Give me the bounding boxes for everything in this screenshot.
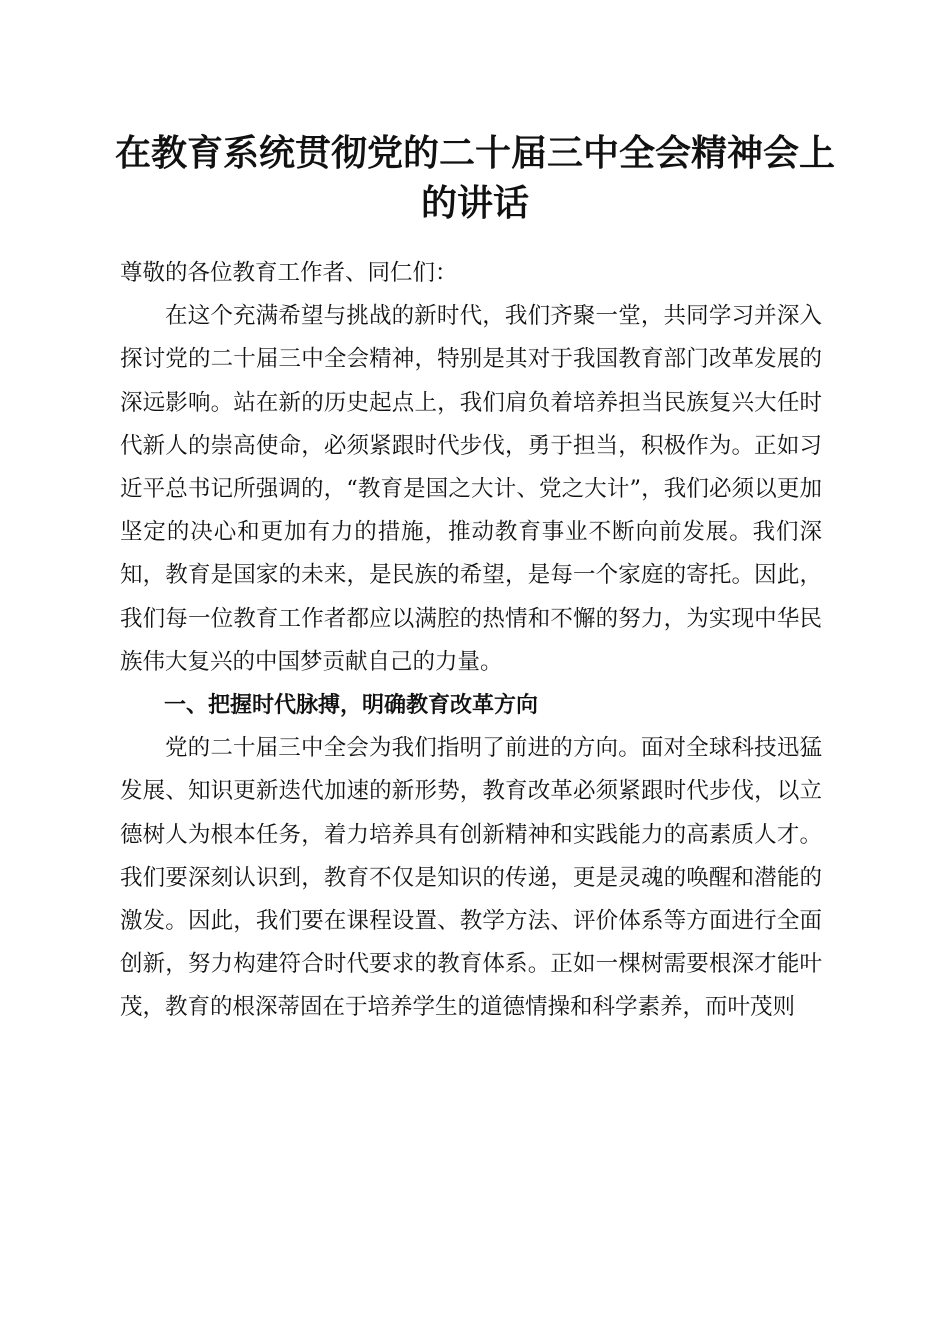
document-body	[120, 252, 822, 1030]
title-line-2: 的讲话	[420, 182, 529, 224]
section-1-paragraph: 党的二十届三中全会为我们指明了前进的方向。面对全球科技迅猛发展、知识更新迭代加速的新形势，教育改革必须紧跟时代步伐，以立德树人为根本任务，着力培养具有创新精神和实践能力的高素质人才。我们要深刻认识到，教育不仅是知识的传递，更是灵魂的唤醒和潜能的激发。因此，我们要在课程设置、教学方法、评价体系等方面进行全面创新，努力构建符合时代要求的教育体系。正如一棵树需要根深才能叶茂，教育的根深蒂固在于培养学生的道德情操和科学素养，而叶茂则	[120, 735, 822, 1021]
salutation: 尊敬的各位教育工作者、同仁们：	[120, 260, 458, 286]
title-line-1: 在教育系统贯彻党的二十届三中全会精神会上	[114, 132, 835, 174]
document-title	[100, 128, 850, 228]
intro-paragraph: 在这个充满希望与挑战的新时代，我们齐聚一堂，共同学习并深入探讨党的二十届三中全会精神，特别是其对于我国教育部门改革发展的深远影响。站在新的历史起点上，我们肩负着培养担当民族复兴大任时代新人的崇高使命，必须紧跟时代步伐，勇于担当，积极作为。正如习近平总书记所强调的，“教育是国之大计、党之大计”，我们必须以更加坚定的决心和更加有力的措施，推动教育事业不断向前发展。我们深知，教育是国家的未来，是民族的希望，是每一个家庭的寄托。因此，我们每一位教育工作者都应以满腔的热情和不懈的努力，为实现中华民族伟大复兴的中国梦贡献自己的力量。	[120, 303, 822, 675]
section-heading-1: 一、把握时代脉搏，明确教育改革方向	[164, 693, 539, 719]
